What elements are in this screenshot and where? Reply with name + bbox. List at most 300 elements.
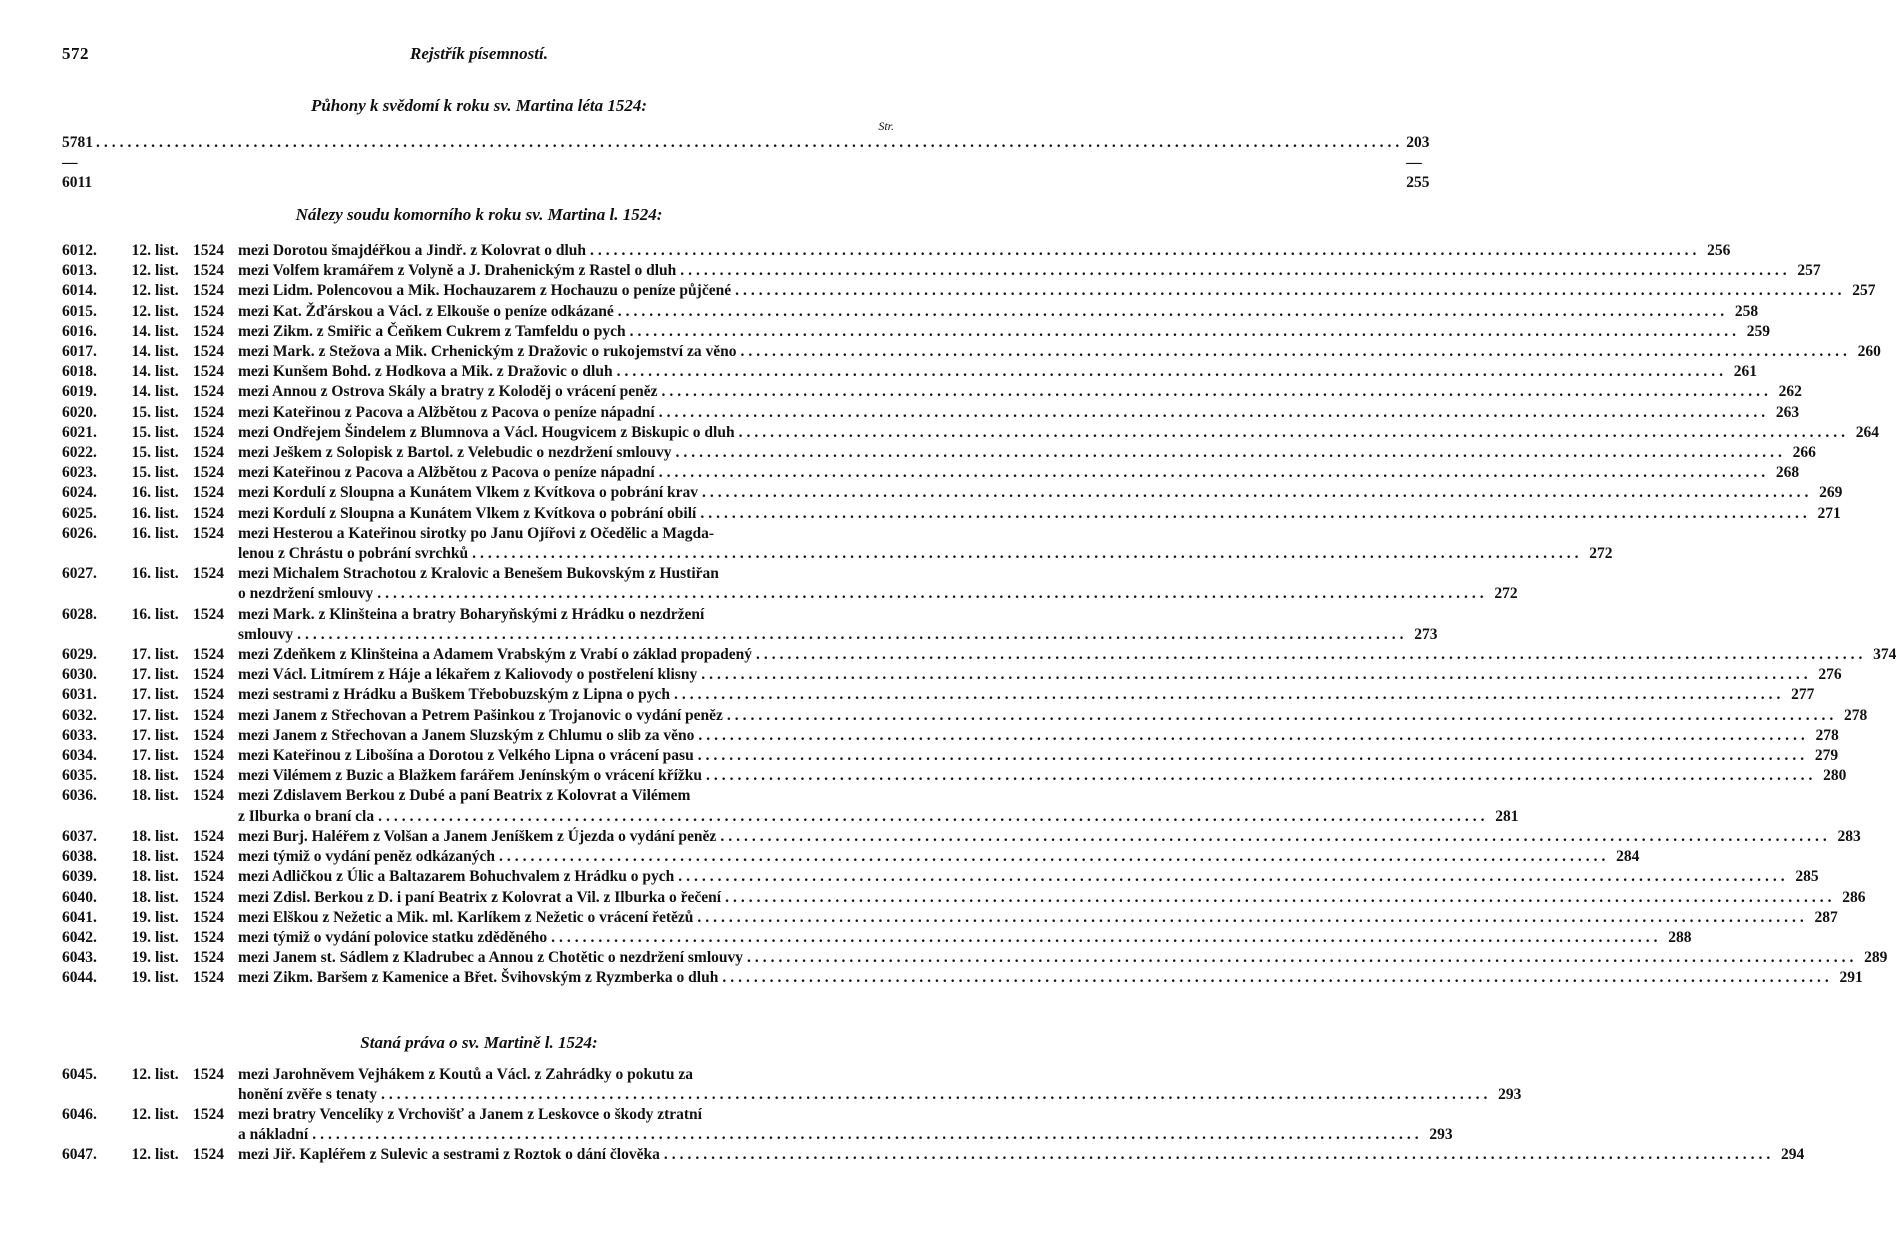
dot-leader [747,948,1857,968]
index-entry [62,463,1800,483]
entry-year: 1524 [193,868,224,886]
entry-number: 6046. [62,1105,97,1123]
entry-day: 12. [131,1105,151,1123]
index-entry [62,382,1802,402]
entry-text-line [238,524,1612,544]
index-entry [62,362,1757,382]
entry-number: 6026. [62,524,97,542]
entry-description: mezi Elškou z Nežetic a Mik. ml. Karlíkem z Nežetic o vrácení řetězů [238,908,694,926]
entry-number: 6039. [62,868,97,886]
entry-text-line [238,685,1814,705]
index-entry [62,928,1692,948]
entry-text-line [238,281,1875,301]
page-number: 572 [62,44,89,63]
entry-month: list. [155,403,179,421]
entry-number: 6032. [62,706,97,724]
entry-day: 12. [131,302,151,320]
entry-description: mezi Kateřinou z Pacova a Alžbětou z Pacova o peníze nápadní [238,464,655,482]
entry-day: 16. [131,524,151,542]
entry-page: 280 [1823,767,1847,785]
entry-description: mezi Lidm. Polencovou a Mik. Hochauzarem z Hochauzu o peníze půjčené [238,282,732,300]
dot-leader [678,867,1788,887]
entry-year: 1524 [193,908,224,926]
entry-month: list. [155,605,179,623]
entry-page: 258 [1734,302,1759,320]
entry-year: 1524 [193,1146,224,1164]
running-title: Rejstřík písemností. [410,44,548,63]
entry-number: 6015. [62,302,97,320]
entry-page: 264 [1855,423,1879,441]
entry-day: 12. [131,1065,151,1083]
entry-day: 18. [131,888,151,906]
index-entry [62,786,1519,826]
index-entry [62,726,1839,746]
entry-description: mezi Ondřejem Šindelem z Blumnova a Václ. Hougvicem z Biskupic o dluh [238,423,735,441]
entry-page: 276 [1818,666,1842,684]
index-entry [62,888,1866,908]
dot-leader [674,685,1784,705]
entry-description: mezi Václ. Litmírem z Háje a lékařem z Kaliovody o postřelení klisny [238,666,698,684]
entry-month: list. [155,464,179,482]
index-entry [62,645,1896,665]
entry-number: 6037. [62,827,97,845]
dot-leader [720,827,1830,847]
dot-leader [297,625,1407,645]
entry-page: 291 [1839,969,1863,987]
entry-description: mezi Zdislavem Berkou z Dubé a paní Beatrix z Kolovrat a Vilémem [238,787,691,805]
entry-month: list. [155,302,179,320]
entry-month: list. [155,686,179,704]
entry-day: 16. [131,484,151,502]
entry-year: 1524 [193,403,224,421]
entry-month: list. [155,787,179,805]
entry-month: list. [155,1065,179,1083]
entry-description: mezi Kateřinou z Libošína a Dorotou z Velkého Lipna o vrácení pasu [238,747,694,765]
index-entry [62,827,1861,847]
entry-description: mezi bratry Vencelíky z Vrchovišť a Janem z Leskovce o škody ztratní [238,1105,702,1123]
index-entry [62,1105,1453,1145]
entry-description: mezi Jarohněvem Vejhákem z Koutů a Václ. z Zahrádky o pokutu za [238,1065,693,1083]
entry-year: 1524 [193,888,224,906]
entry-number: 6045. [62,1065,97,1083]
entry-text-line [238,362,1757,382]
entry-text-line [238,463,1799,483]
entry-description: mezi týmiž o vydání polovice statku zděděného [238,928,548,946]
entry-year: 1524 [193,686,224,704]
entry-number: 6012. [62,242,97,259]
entry-year: 1524 [193,726,224,744]
entry-month: list. [155,908,179,926]
entry-number: 6018. [62,363,97,381]
entries-stana-prava [62,1065,1805,1166]
entry-month: list. [155,888,179,906]
entry-description: mezi Annou z Ostrova Skály a bratry z Koloděj o vrácení peněz [238,383,658,401]
entry-day: 17. [131,726,151,744]
entry-text-line [238,423,1879,443]
index-entry [62,685,1815,705]
index-entry [62,564,1518,604]
index-entry [62,403,1800,423]
entry-number: 6025. [62,504,97,522]
entry-month: list. [155,646,179,664]
entry-year: 1524 [193,322,224,340]
entry-page: 268 [1775,464,1800,482]
entry-description: mezi Burj. Haléřem z Volšan a Janem Jeníškem z Újezda o vydání peněz [238,827,717,845]
entry-number: 6024. [62,484,97,502]
entry-number: 6036. [62,787,97,805]
entry-day: 15. [131,403,151,421]
running-head [62,40,896,68]
dot-leader [697,908,1807,928]
entry-day: 12. [131,1146,151,1164]
entry-text-line [238,605,1438,625]
entry-day: 18. [131,868,151,886]
entry-month: list. [155,767,179,785]
entry-description: mezi Jiř. Kapléřem z Sulevic a sestrami z Roztok o dání člověka [238,1146,660,1164]
entry-month: list. [155,666,179,684]
index-entry [62,1145,1805,1165]
entry-year: 1524 [193,949,224,967]
entry-day: 18. [131,848,151,866]
entry-day: 14. [131,343,151,361]
entry-month: list. [155,726,179,744]
entry-number: 6038. [62,848,97,866]
dot-leader [472,544,1582,564]
entry-description: mezi Kateřinou z Pacova a Alžbětou z Pacova o peníze nápadní [238,403,655,421]
entry-page: 262 [1778,383,1802,401]
entry-page: 281 [1495,807,1519,825]
entry-description: mezi sestrami z Hrádku a Buškem Třebobuzským z Lipna o pych [238,686,671,704]
dot-leader [727,706,1837,726]
entry-description: mezi Vilémem z Buzic a Blažkem farářem Jenínským o vrácení křížku [238,767,703,785]
entry-description: mezi Adličkou z Úlic a Baltazarem Bohuchvalem z Hrádku o pych [238,868,675,886]
entry-year: 1524 [193,282,224,300]
entry-text-line [238,322,1770,342]
index-entry [62,746,1839,766]
entry-day: 15. [131,444,151,462]
entry-month: list. [155,524,179,542]
entry-text-line [238,847,1639,867]
entry-year: 1524 [193,565,224,583]
entry-page: 273 [1414,625,1438,643]
entry-text-line [238,1065,1521,1085]
entry-text-line [238,382,1802,402]
entry-number: 6020. [62,403,97,421]
entry-number: 6013. [62,262,97,280]
entry-month: list. [155,322,179,340]
entry-text-line [238,504,1841,524]
entry-text-line [238,827,1861,847]
entry-year: 1524 [193,646,224,664]
entry-day: 12. [131,242,151,259]
dot-leader [377,584,1487,604]
entry-text-line [238,968,1863,988]
entry-month: list. [155,242,179,259]
entry-day: 14. [131,322,151,340]
entry-month: list. [155,848,179,866]
entry-number: 6021. [62,423,97,441]
entry-page: 278 [1844,706,1868,724]
entry-description: mezi Janem z Střechovan a Petrem Pašinkou z Trojanovic o vydání peněz [238,706,723,724]
entry-page: 294 [1781,1146,1805,1164]
entry-year: 1524 [193,787,224,805]
entry-page: 259 [1746,322,1771,340]
entry-description: mezi týmiž o vydání peněz odkázaných [238,848,496,866]
dot-leader [756,645,1866,665]
entry-text-line [238,766,1846,786]
entry-day: 14. [131,363,151,381]
entry-month: list. [155,928,179,946]
entry-month: list. [155,343,179,361]
entry-description: z Ilburka o braní cla [238,807,375,825]
dot-leader [499,847,1609,867]
entry-text-line [238,584,1518,604]
index-entry [62,423,1879,443]
entry-text-line [238,1085,1521,1105]
entry-text-line [238,948,1887,968]
entry-number: 6016. [62,322,97,340]
index-entry [62,261,1821,281]
entry-description: mezi Volfem kramářem z Volyně a J. Drahenickým z Rastel o dluh [238,262,677,280]
entry-number: 6041. [62,908,97,926]
dot-leader [735,281,1845,301]
entry-month: list. [155,706,179,724]
index-entry [62,241,1731,261]
entry-month: list. [155,1146,179,1164]
entry-day: 12. [131,282,151,300]
entry-page: 271 [1817,504,1841,522]
entry-year: 1524 [193,767,224,785]
range-pages: 203—255 [1406,134,1430,191]
entry-description: mezi Kunšem Bohd. z Hodkova a Mik. z Dražovic o dluh [238,363,613,381]
entry-text-line [238,443,1816,463]
entry-day: 15. [131,423,151,441]
index-page [62,40,1896,1166]
entry-month: list. [155,504,179,522]
entry-year: 1524 [193,242,224,259]
entry-number: 6027. [62,565,97,583]
entry-page: 256 [1707,242,1731,259]
entry-description: o nezdržení smlouvy [238,585,374,603]
entry-number: 6047. [62,1146,97,1164]
entry-day: 17. [131,646,151,664]
entry-page: 257 [1852,282,1876,300]
entry-description: mezi Janem z Střechovan a Janem Sluzským z Chlumu o slib za věno [238,726,695,744]
entry-number: 6044. [62,969,97,987]
entry-page: 260 [1857,343,1881,361]
entry-description: mezi Zikm. z Smiřic a Čeňkem Cukrem z Tamfeldu o pych [238,322,626,340]
page-column-label: Str. [878,119,894,133]
entry-text-line [238,746,1838,766]
entry-year: 1524 [193,1065,224,1083]
entry-number: 6030. [62,666,97,684]
dot-leader [664,1145,1774,1165]
entry-description: mezi Kordulí z Sloupna a Kunátem Vlkem z Kvítkova o pobrání obilí [238,504,697,522]
dot-leader [740,342,1850,362]
index-entry [62,867,1819,887]
dot-leader [698,726,1808,746]
entry-number: 6033. [62,726,97,744]
dot-leader [551,928,1661,948]
dot-leader [702,483,1812,503]
entry-page: 287 [1814,908,1838,926]
entry-day: 17. [131,747,151,765]
dot-leader [659,403,1769,423]
entry-text-line [238,888,1865,908]
entry-page: 272 [1494,585,1518,603]
entry-month: list. [155,747,179,765]
index-entry [62,524,1613,564]
entry-day: 18. [131,827,151,845]
entry-text-line [238,403,1799,423]
entry-month: list. [155,949,179,967]
entry-number: 6028. [62,605,97,623]
dot-leader [590,241,1700,261]
entry-year: 1524 [193,524,224,542]
entry-number: 6043. [62,949,97,967]
index-entry [62,766,1847,786]
entry-page: 257 [1797,262,1821,280]
entry-year: 1524 [193,605,224,623]
entry-description: mezi Mark. z Klinšteina a bratry Boharyňskými z Hrádku o nezdržení [238,605,705,623]
entry-day: 19. [131,928,151,946]
entry-day: 16. [131,565,151,583]
entry-description: a nákladní [238,1126,309,1144]
index-entry [62,908,1838,928]
entry-year: 1524 [193,504,224,522]
entry-year: 1524 [193,383,224,401]
entry-text-line [238,261,1821,281]
dot-leader [381,1085,1491,1105]
entry-day: 17. [131,706,151,724]
entry-text-line [238,625,1438,645]
entry-month: list. [155,827,179,845]
entry-day: 16. [131,605,151,623]
dot-leader [722,968,1832,988]
entry-text-line [238,302,1758,322]
entry-text-line [238,645,1896,665]
entry-page: 261 [1733,363,1757,381]
dot-leader [739,423,1849,443]
entry-year: 1524 [193,444,224,462]
range-row [62,133,1430,191]
entry-number: 6019. [62,383,97,401]
entry-number: 6034. [62,747,97,765]
entry-text-line [238,908,1838,928]
dot-leader [680,261,1790,281]
entry-month: list. [155,969,179,987]
entry-year: 1524 [193,666,224,684]
entry-year: 1524 [193,1105,224,1123]
entry-description: mezi Zdisl. Berkou z D. i paní Beatrix z Kolovrat a Vil. z Ilburka o řečení [238,888,722,906]
range-label: 5781—6011 [62,134,93,191]
index-entry [62,847,1640,867]
entry-description: honění zvěře s tenaty [238,1085,378,1103]
entries-nalezy [62,241,1896,989]
index-entry [62,948,1888,968]
entry-year: 1524 [193,464,224,482]
entry-month: list. [155,868,179,886]
entry-page: 279 [1814,747,1839,765]
entry-description: mezi Ješkem z Solopisk z Bartol. z Velebudic o nezdržení smlouvy [238,444,672,462]
entry-day: 12. [131,262,151,280]
entry-page: 272 [1589,545,1613,563]
entry-year: 1524 [193,969,224,987]
entry-number: 6042. [62,928,97,946]
entry-day: 18. [131,787,151,805]
dot-leader [630,322,1740,342]
entry-day: 16. [131,504,151,522]
entry-page: 286 [1842,888,1866,906]
dot-leader [661,382,1771,402]
entry-text-line [238,786,1518,806]
entry-description: mezi Zdeňkem z Klinšteina a Adamem Vrabským z Vrabí o základ propadený [238,646,752,664]
entry-month: list. [155,1105,179,1123]
entry-month: list. [155,262,179,280]
index-entry [62,281,1876,301]
dot-leader [706,766,1816,786]
entry-day: 17. [131,686,151,704]
entry-day: 19. [131,908,151,926]
index-entry [62,665,1842,685]
entry-text-line [238,1145,1804,1165]
entry-page: 278 [1815,726,1839,744]
entry-day: 18. [131,767,151,785]
entry-number: 6035. [62,767,97,785]
entry-month: list. [155,484,179,502]
entry-description: mezi Janem st. Sádlem z Kladrubec a Annou z Chotětic o nezdržení smlouvy [238,949,744,967]
entry-text-line [238,544,1612,564]
entry-page: 285 [1795,868,1819,886]
entry-year: 1524 [193,706,224,724]
entry-page: 263 [1775,403,1800,421]
entry-text-line [238,706,1867,726]
entry-month: list. [155,383,179,401]
dot-leader [676,443,1786,463]
entry-description: mezi Michalem Strachotou z Kralovic a Benešem Bukovským z Hustiřan [238,565,719,583]
index-entry [62,302,1759,322]
section-heading-puhony: Půhony k svědomí k roku sv. Martina léta 1524: [310,96,648,115]
section-heading-nalezy: Nálezy soudu komorního k roku sv. Martina l. 1524: [295,205,663,224]
entry-description: mezi Hesterou a Kateřinou sirotky po Janu Ojířovi z Očedělic a Magda- [238,524,714,542]
entry-year: 1524 [193,262,224,280]
entry-page: 283 [1837,827,1861,845]
dot-leader [700,504,1810,524]
entry-text-line [238,928,1692,948]
entry-page: 289 [1864,949,1888,967]
index-entry [62,322,1771,342]
entry-number: 6014. [62,282,97,300]
dot-leader [312,1125,1422,1145]
entry-month: list. [155,282,179,300]
index-entry [62,968,1863,988]
dot-leader [725,888,1835,908]
entry-text-line [238,665,1842,685]
entry-text-line [238,867,1819,887]
entry-year: 1524 [193,363,224,381]
dot-leader [701,665,1811,685]
entry-year: 1524 [193,848,224,866]
entry-year: 1524 [193,423,224,441]
entry-number: 6022. [62,444,97,462]
entry-month: list. [155,423,179,441]
entry-text-line [238,726,1839,746]
entry-text-line [238,1105,1453,1125]
entry-description: mezi Kat. Žďárskou a Václ. z Elkouše o peníze odkázané [238,302,614,320]
dot-leader [659,463,1769,483]
entry-text-line [238,807,1518,827]
entry-page: 266 [1792,444,1816,462]
